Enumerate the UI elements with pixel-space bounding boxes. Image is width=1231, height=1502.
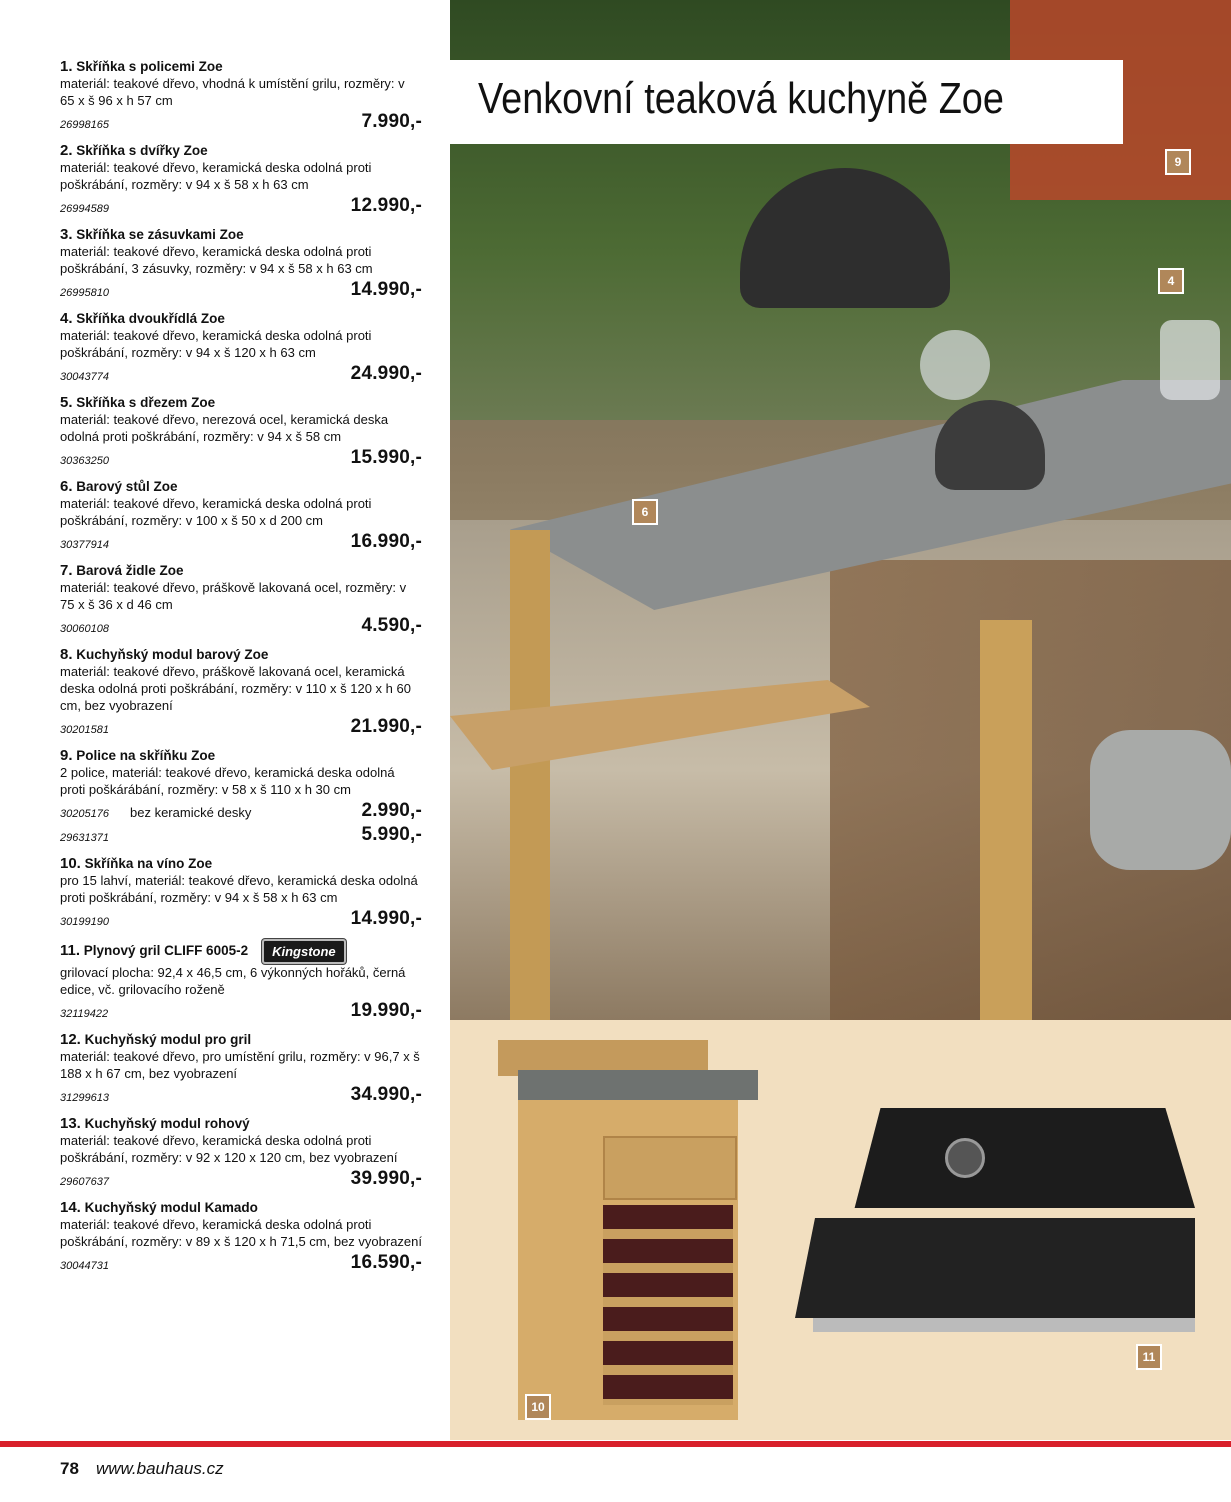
- product-name: Skříňka na víno Zoe: [84, 856, 213, 871]
- product-photos: [450, 1020, 1231, 1440]
- product-number: 14.: [60, 1199, 81, 1216]
- product-description: materiál: teakové dřevo, práškově lakovaná ocel, rozměry: v 75 x š 36 x d 46 cm: [60, 580, 407, 612]
- product-price-row: [60, 798, 422, 822]
- product-number: 2.: [60, 142, 73, 159]
- product-name: Skříňka se zásuvkami Zoe: [76, 227, 244, 242]
- product-number: 8.: [60, 646, 73, 663]
- product-price: 14.990,-: [350, 908, 422, 929]
- product-title: [60, 58, 422, 75]
- product-price-row: [60, 714, 422, 738]
- kitchen-photo: [450, 0, 1231, 1020]
- product-description: materiál: teakové dřevo, keramická deska odolná proti poškrábání, rozměry: v 94 x š 120 x h 63 cm: [60, 328, 372, 360]
- product-description: materiál: teakové dřevo, práškově lakovaná ocel, keramická deska odolná proti poškrábání, rozměry: v 110 x š 120 x h 60 cm, bez vyobrazení: [60, 664, 411, 713]
- product-code: 30060108: [60, 623, 109, 635]
- product-number: 12.: [60, 1031, 81, 1048]
- product-price: 14.990,-: [350, 279, 422, 300]
- product-price: 19.990,-: [350, 1000, 422, 1021]
- product-price-row: [60, 613, 422, 637]
- badge-11: 11: [1136, 1344, 1162, 1370]
- product-item: [60, 310, 422, 385]
- product-item: [60, 646, 422, 738]
- product-description: materiál: teakové dřevo, keramická deska odolná proti poškrábání, 3 zásuvky, rozměry: v 94 x š 58 x h 63 cm: [60, 244, 373, 276]
- product-description: 2 police, materiál: teakové dřevo, keramická deska odolná proti poškárábání, rozměry: v 58 x š 110 x h 30 cm: [60, 765, 395, 797]
- product-title: [60, 646, 422, 663]
- product-name: Kuchyňský modul rohový: [84, 1116, 250, 1131]
- product-number: 5.: [60, 394, 73, 411]
- product-title: [60, 226, 422, 243]
- product-price: 12.990,-: [350, 195, 422, 216]
- product-item: [60, 939, 422, 1022]
- product-item: [60, 855, 422, 930]
- product-title: [60, 1199, 422, 1216]
- product-description: materiál: teakové dřevo, pro umístění grilu, rozměry: v 96,7 x š 188 x h 67 cm, bez vyobrazení: [60, 1049, 420, 1081]
- product-code: 30201581: [60, 724, 109, 736]
- product-name: Skříňka dvoukřídlá Zoe: [76, 311, 225, 326]
- product-description: materiál: teakové dřevo, keramická deska odolná proti poškrábání, rozměry: v 92 x 120 x 120 cm, bez vyobrazení: [60, 1133, 398, 1165]
- product-price-row: [60, 906, 422, 930]
- product-code: 30043774: [60, 371, 109, 383]
- product-price: 34.990,-: [350, 1084, 422, 1105]
- product-item: [60, 58, 422, 133]
- product-title: [60, 747, 422, 764]
- product-item: [60, 747, 422, 846]
- product-code: 30044731: [60, 1260, 109, 1272]
- product-price: 15.990,-: [350, 447, 422, 468]
- product-number: 6.: [60, 478, 73, 495]
- product-number: 13.: [60, 1115, 81, 1132]
- product-code: 30205176: [60, 808, 109, 820]
- product-price: 24.990,-: [350, 363, 422, 384]
- product-price: 16.590,-: [350, 1252, 422, 1273]
- product-price-row: [60, 109, 422, 133]
- badge-10: 10: [525, 1394, 551, 1420]
- product-description: materiál: teakové dřevo, keramická deska odolná proti poškrábání, rozměry: v 89 x š 120 x h 71,5 cm, bez vyobrazení: [60, 1217, 423, 1249]
- product-name: Barový stůl Zoe: [76, 479, 178, 494]
- product-title: [60, 855, 422, 872]
- product-code: 32119422: [60, 1008, 109, 1020]
- badge-6: 6: [632, 499, 658, 525]
- product-number: 3.: [60, 226, 73, 243]
- product-description: grilovací plocha: 92,4 x 46,5 cm, 6 výkonných hořáků, černá edice, vč. grilovacího roženě: [60, 965, 406, 997]
- product-description: materiál: teakové dřevo, nerezová ocel, keramická deska odolná proti poškrábání, rozměry: v 94 x š 58 cm: [60, 412, 389, 444]
- product-code: 31299613: [60, 1092, 109, 1104]
- product-price: 21.990,-: [350, 716, 422, 737]
- product-item: [60, 226, 422, 301]
- product-price-row: [60, 361, 422, 385]
- product-variant-note: bez keramické desky: [130, 805, 252, 820]
- product-name: Kuchyňský modul pro gril: [84, 1032, 252, 1047]
- product-name: Police na skříňku Zoe: [76, 748, 216, 763]
- product-item: [60, 142, 422, 217]
- product-code: 26998165: [60, 119, 109, 131]
- product-title: [60, 310, 422, 327]
- page-number: 78: [60, 1459, 79, 1478]
- product-list: [60, 58, 422, 1283]
- product-price-row: [60, 998, 422, 1022]
- product-name: Barová židle Zoe: [76, 563, 184, 578]
- product-name: Skříňka s dřezem Zoe: [76, 395, 216, 410]
- product-item: [60, 478, 422, 553]
- product-item: [60, 394, 422, 469]
- wine-cabinet-image: [498, 1040, 758, 1430]
- product-price-row: [60, 1082, 422, 1106]
- page-headline: Venkovní teaková kuchyně Zoe: [478, 74, 1004, 123]
- product-item: [60, 1115, 422, 1190]
- product-title: [60, 1031, 422, 1048]
- product-title: [60, 394, 422, 411]
- product-code: 30377914: [60, 539, 109, 551]
- product-title: [60, 939, 422, 964]
- product-item: [60, 1031, 422, 1106]
- product-number: 10.: [60, 855, 81, 872]
- product-code: 29607637: [60, 1176, 109, 1188]
- product-price-row: [60, 445, 422, 469]
- product-price-row: [60, 193, 422, 217]
- product-title: [60, 478, 422, 495]
- product-number: 11.: [60, 942, 81, 960]
- headline-box: [450, 60, 1123, 144]
- product-number: 4.: [60, 310, 73, 327]
- product-name: Kuchyňský modul barový Zoe: [76, 647, 269, 662]
- product-item: [60, 1199, 422, 1274]
- badge-9: 9: [1165, 149, 1191, 175]
- product-title: [60, 562, 422, 579]
- product-price: 7.990,-: [361, 111, 422, 132]
- product-title: [60, 1115, 422, 1132]
- product-description: materiál: teakové dřevo, keramická deska odolná proti poškrábání, rozměry: v 100 x š 50 x d 200 cm: [60, 496, 372, 528]
- product-price: 2.990,-: [361, 800, 422, 821]
- product-code: 29631371: [60, 832, 109, 844]
- product-item: [60, 562, 422, 637]
- product-name: Skříňka s policemi Zoe: [76, 59, 223, 74]
- product-code: 26995810: [60, 287, 109, 299]
- product-name: Skříňka s dvířky Zoe: [76, 143, 208, 158]
- product-description: pro 15 lahví, materiál: teakové dřevo, keramická deska odolná proti poškrábání, rozměry: v 94 x š 58 x h 63 cm: [60, 873, 418, 905]
- brand-logo: Kingstone: [262, 939, 346, 964]
- footer-bar: [0, 1441, 1231, 1447]
- product-price: 5.990,-: [361, 824, 422, 845]
- product-code: 30363250: [60, 455, 109, 467]
- product-code: 30199190: [60, 916, 109, 928]
- product-price-row: [60, 529, 422, 553]
- product-price: 4.590,-: [361, 615, 422, 636]
- product-name: Kuchyňský modul Kamado: [84, 1200, 258, 1215]
- product-name: Plynový gril CLIFF 6005-2: [83, 943, 249, 959]
- product-price-row: [60, 1166, 422, 1190]
- product-description: materiál: teakové dřevo, keramická deska odolná proti poškrábání, rozměry: v 94 x š 58 x h 63 cm: [60, 160, 372, 192]
- product-code: 26994589: [60, 203, 109, 215]
- product-price-row: [60, 277, 422, 301]
- product-price: 39.990,-: [350, 1168, 422, 1189]
- product-description: materiál: teakové dřevo, vhodná k umístění grilu, rozměry: v 65 x š 96 x h 57 cm: [60, 76, 405, 108]
- product-price: 16.990,-: [350, 531, 422, 552]
- product-price-row: [60, 1250, 422, 1274]
- product-number: 7.: [60, 562, 73, 579]
- gas-grill-image: [795, 1108, 1215, 1358]
- badge-4: 4: [1158, 268, 1184, 294]
- website-link[interactable]: www.bauhaus.cz: [96, 1459, 224, 1478]
- product-price-row: [60, 822, 422, 846]
- product-number: 9.: [60, 747, 73, 764]
- product-number: 1.: [60, 58, 73, 75]
- product-title: [60, 142, 422, 159]
